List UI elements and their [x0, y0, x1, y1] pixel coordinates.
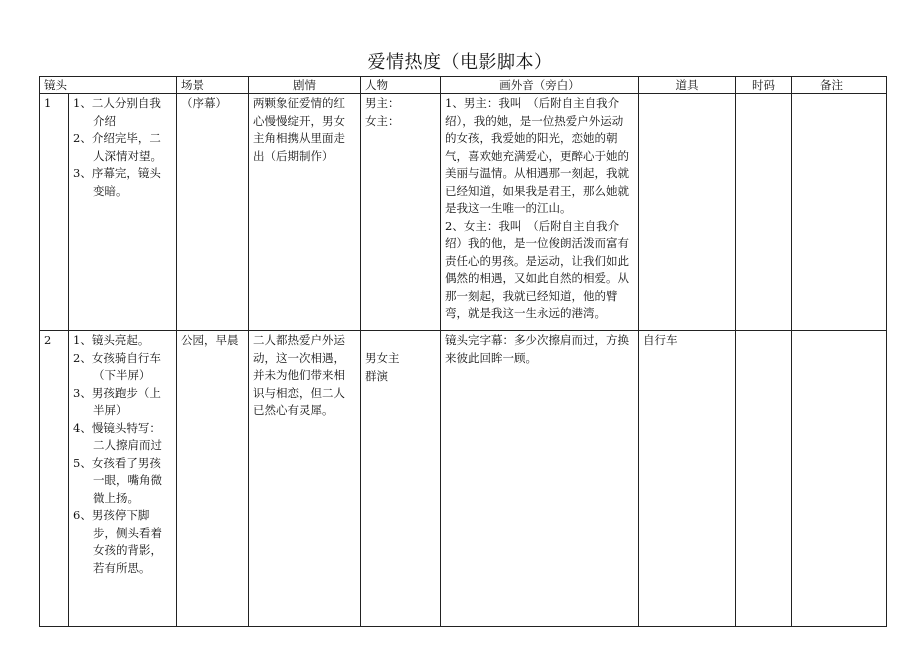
props-cell: 自行车: [639, 331, 736, 627]
scene-cell: 公园，早晨: [177, 331, 249, 627]
header-row: [40, 77, 887, 94]
list-item: 2、介绍完毕，二人深情对望。: [73, 131, 162, 163]
list-item: 3、男孩跑步（上半屏）: [73, 385, 161, 417]
character-entry: 女主：: [365, 113, 400, 128]
header-characters: 人物: [361, 77, 441, 94]
notes-cell: [792, 331, 887, 627]
characters-cell: [361, 94, 441, 331]
list-item: 2、女孩骑自行车（下半屏）: [73, 350, 161, 382]
list-item: 1、镜头亮起。: [73, 333, 150, 347]
header-plot: 剧情: [249, 77, 361, 94]
list-item: 6、男孩停下脚步，侧头看着女孩的背影，若有所思。: [73, 508, 162, 575]
header-voiceover: 画外音（旁白）: [441, 77, 639, 94]
header-timecode: 时码: [736, 77, 792, 94]
character-entry: 男女主: [365, 351, 400, 365]
notes-cell: [792, 94, 887, 331]
page-title: 爱情热度（电影脚本）: [367, 52, 553, 73]
shot-number: 1: [40, 94, 69, 331]
header-scene: 场景: [177, 77, 249, 94]
shot-list: [69, 331, 177, 627]
header-notes: 备注: [792, 77, 887, 94]
voiceover-paragraph: 镜头完字幕：多少次擦肩而过，方换来彼此回眸一顾。: [445, 333, 629, 365]
header-props: 道具: [639, 77, 736, 94]
shot-list: [69, 94, 177, 331]
voiceover-cell: [441, 94, 639, 331]
script-table: [39, 76, 887, 627]
characters-cell: [361, 331, 441, 627]
props-cell: [639, 94, 736, 331]
table-row: [40, 94, 887, 331]
timecode-cell: [736, 94, 792, 331]
scene-cell: （序幕）: [177, 94, 249, 331]
shot-number: 2: [40, 331, 69, 627]
header-shot: 镜头: [40, 77, 177, 94]
voiceover-paragraph: 1、男主：我叫 （后附自主自我介绍），我的她，是一位热爱户外运动的女孩，我爱她的阳光，恋她的朝气，喜欢她充满爱心，更醉心于她的美丽与温情。从相遇那一刻起，我就已经知道，如果我是君王，那么她就是我这一生唯一的江山。: [445, 96, 629, 215]
timecode-cell: [736, 331, 792, 627]
character-entry: 男主：: [365, 96, 400, 110]
list-item: 3、序幕完，镜头变暗。: [73, 166, 161, 198]
list-item: 4、慢镜头特写：二人擦肩而过: [73, 420, 162, 452]
character-entry: 群演: [365, 368, 388, 383]
plot-cell: 二人都热爱户外运动，这一次相遇，并未为他们带来相识与相恋，但二人已然心有灵犀。: [249, 331, 361, 627]
table-row: [40, 331, 887, 627]
list-item: 1、二人分别自我介绍: [73, 96, 161, 128]
voiceover-cell: [441, 331, 639, 627]
plot-cell: 两颗象征爱情的红心慢慢绽开，男女主角相携从里面走出（后期制作）: [249, 94, 361, 331]
voiceover-paragraph: 2、女主：我叫 （后附自主自我介绍）我的他，是一位俊朗活泼而富有责任心的男孩。是运动，让我们如此偶然的相遇，又如此自然的相爱。从那一刻起，我就已经知道，他的臂弯，就是我这一生永远的港湾。: [445, 218, 629, 320]
list-item: 5、女孩看了男孩一眼，嘴角微微上扬。: [73, 455, 162, 505]
